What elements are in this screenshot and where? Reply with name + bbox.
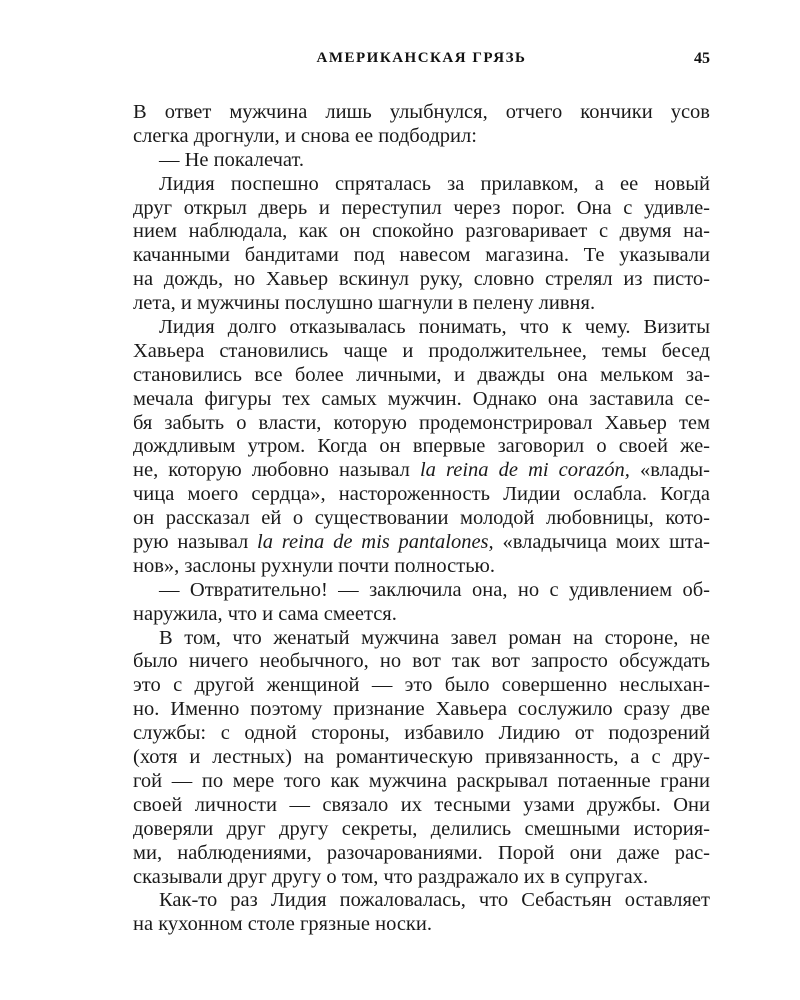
text-line: бя забыть о власти, которую продемонстрировал Хавьер тем [133, 411, 710, 434]
text-line: В ответ мужчина лишь улыбнулся, отчего кончики усов [133, 101, 710, 123]
running-title: АМЕРИКАНСКАЯ ГРЯЗЬ [316, 50, 527, 66]
text-line: — Отвратительно! — заключила она, но с удивлением об- [159, 578, 710, 601]
body-text [133, 101, 710, 937]
text-line: доверяли друг другу секреты, делились смешными история- [133, 817, 710, 840]
text-line: гой — по мере того как мужчина раскрывал потаенные грани [133, 769, 710, 792]
text-line: чица моего сердца», настороженность Лидии ослабла. Когда [133, 483, 710, 506]
text-line: нов», заслоны рухнули почти полностью. [133, 554, 495, 577]
page-number: 45 [694, 50, 710, 67]
text-line: становились все более личными, и дважды она мельком за- [133, 363, 710, 386]
text-line: это с другой женщиной — это было совершенно неслыхан- [133, 674, 710, 697]
text-line: наружила, что и сама смеется. [133, 602, 397, 625]
text-line: но. Именно поэтому признание Хавьера сослужило сразу две [133, 698, 710, 721]
running-header [133, 50, 710, 74]
text-line: Лидия поспешно спряталась за прилавком, а ее новый [159, 172, 710, 195]
text-line: службы: с одной стороны, избавило Лидию от подозрений [133, 722, 710, 745]
text-line: на кухонном столе грязные носки. [133, 913, 432, 936]
text-line: качанными бандитами под навесом магазина. Те указывали [133, 244, 710, 267]
text-line: Лидия долго отказывалась понимать, что к чему. Визиты [159, 316, 710, 339]
text-line: дождливым утром. Когда он впервые заговорил о своей же- [133, 435, 710, 458]
text-line: Как-то раз Лидия пожаловалась, что Себастьян оставляет [159, 889, 710, 912]
italic-phrase: la reina de mis pantalones, [257, 531, 494, 554]
text-line: лета, и мужчины послушно шагнули в пелену ливня. [133, 292, 596, 315]
text-line: сказывали друг другу о том, что раздражало их в супругах. [133, 865, 649, 888]
italic-phrase: la reina de mi corazón, [419, 459, 630, 482]
text-line: на дождь, но Хавьер вскинул руку, словно стрелял из писто- [133, 268, 710, 291]
text-line: своей личности — связало их тесными узами дружбы. Они [133, 793, 710, 816]
text-line: друг открыл дверь и переступил через порог. Она с удивле- [133, 196, 710, 219]
text-line: не, которую любовно называл la reina de mi corazón, «влады- [133, 459, 710, 482]
text-line: В том, что женатый мужчина завел роман на стороне, не [159, 626, 710, 649]
text-line: он рассказал ей о существовании молодой любовницы, кото- [133, 507, 710, 530]
text-line: нием наблюдала, как он спокойно разговаривает с двумя на- [133, 220, 710, 243]
text-line: мечала фигуры тех самых мужчин. Однако она заставила се- [133, 387, 710, 410]
text-line: Хавьера становились чаще и продолжительнее, темы бесед [133, 339, 710, 362]
text-line: (хотя и лестных) на романтическую привязанность, а с дру- [133, 746, 710, 769]
text-line: ми, наблюдениями, разочарованиями. Порой они даже рас- [133, 841, 710, 864]
text-line: было ничего необычного, но вот так вот запросто обсуждать [133, 650, 710, 673]
text-line: слегка дрогнули, и снова ее подбодрил: [133, 124, 477, 147]
text-line: — Не покалечат. [159, 148, 305, 171]
text-line: рую называл la reina de mis pantalones, «владычица моих шта- [133, 531, 710, 554]
